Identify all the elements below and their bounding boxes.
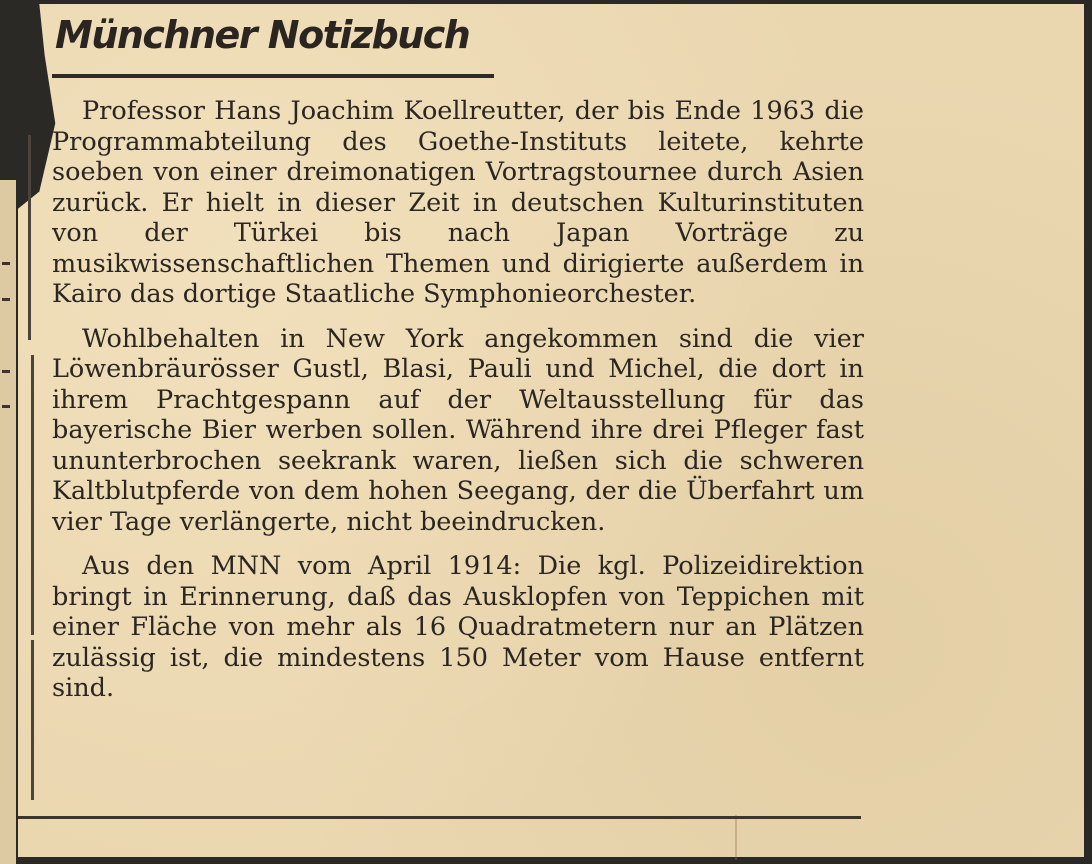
column-rule [31,640,34,800]
paragraph-loewenbraeu-horses: Wohlbehalten in New York angekommen sind die vier Löwenbräurösser Gustl, Blasi, Pauli und Michel, die dort in ihrem Prachtgespann auf der Weltausstellung für das bayerische Bier werben sollen. Während ihre drei Pfleger fast ununterbrochen seekrank waren, ließen sich die schweren Kaltblutpferde von dem hohen Seegang, der die Überfahrt um vier Tage verlängerte, nicht beeindrucken. [52,323,864,537]
paragraph-koellreutter: Professor Hans Joachim Koellreutter, der bis Ende 1963 die Programmabteilung des Goethe-Instituts leitete, kehrte soeben von einer dreimonatigen Vortragstournee durch Asien zurück. Er hielt in dieser Zeit in deutschen Kulturinstituten von der Türkei bis nach Japan Vorträge zu musikwissenschaftlichen Themen und dirigierte außerdem in Kairo das dortige Staatliche Symphonieorchester. [52,96,864,309]
article-body [52,96,864,718]
paper-fold [735,815,737,860]
bottom-rule [18,816,861,819]
margin-tick [2,370,10,373]
adjacent-clipping-strip [0,180,16,864]
column-rule [31,355,34,635]
column-rule [28,135,31,340]
paragraph-mnn-1914: Aus den MNN vom April 1914: Die kgl. Polizeidirektion bringt in Erinnerung, daß das Ausklopfen von Teppichen mit einer Fläche von mehr als 16 Quadratmetern nur an Plätzen zulässig ist, die mindestens 150 Meter vom Hause entfernt sind. [52,551,864,703]
margin-tick [2,262,10,265]
margin-tick [2,405,10,408]
headline-rule [52,74,494,78]
headline: Münchner Notizbuch [55,13,470,57]
margin-tick [2,298,10,301]
